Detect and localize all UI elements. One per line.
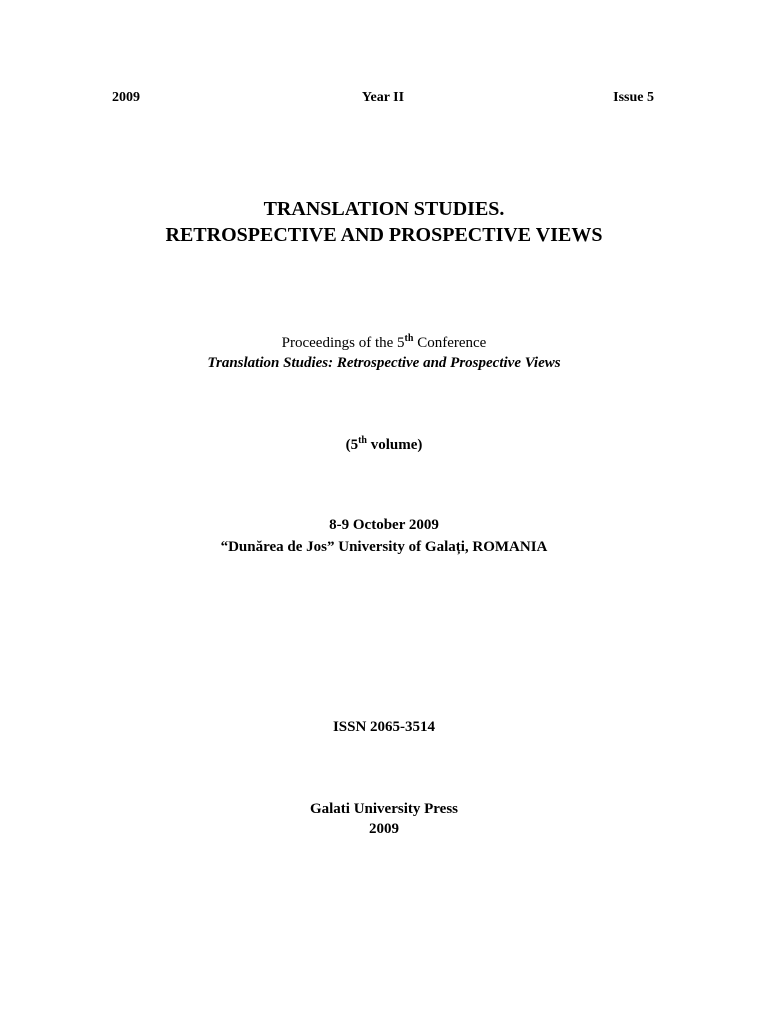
header-volume-year: Year II xyxy=(361,90,405,105)
proceedings-prefix: Proceedings of the 5 xyxy=(281,335,405,351)
proceedings-line xyxy=(0,332,768,354)
volume-line xyxy=(0,434,768,456)
title-line-1: TRANSLATION STUDIES. xyxy=(263,198,505,220)
header-row xyxy=(112,90,654,110)
volume-prefix: (5 xyxy=(345,437,359,453)
header-issue: Issue 5 xyxy=(613,90,654,105)
publisher-year: 2009 xyxy=(369,821,399,837)
proceedings-ordinal-suffix: th xyxy=(404,333,414,344)
event-location: “Dunărea de Jos” University of Galați, ROMANIA xyxy=(220,539,548,555)
title-line-2: RETROSPECTIVE AND PROSPECTIVE VIEWS xyxy=(165,224,603,246)
publisher-name: Galati University Press xyxy=(309,801,459,817)
event-date: 8-9 October 2009 xyxy=(329,517,439,533)
issn-number: ISSN 2065-3514 xyxy=(332,719,436,735)
proceedings-subtitle: Translation Studies: Retrospective and Prospective Views xyxy=(207,355,561,371)
proceedings-suffix: Conference xyxy=(413,335,487,351)
header-year: 2009 xyxy=(112,90,140,105)
volume-ordinal-suffix: th xyxy=(358,435,367,446)
volume-suffix: volume) xyxy=(366,437,423,453)
